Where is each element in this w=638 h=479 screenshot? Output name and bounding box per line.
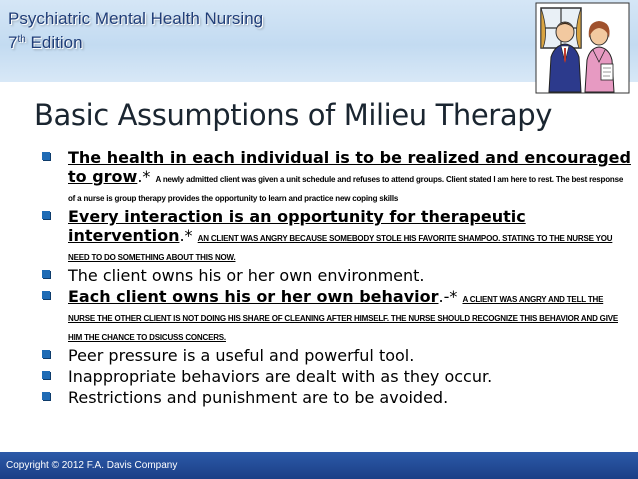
- bullet-main-text: Each client owns his or her own behavior: [68, 287, 439, 306]
- bullet-marker-icon: [42, 211, 50, 219]
- edition-number: 7: [8, 33, 18, 52]
- bullet-marker-icon: [42, 392, 50, 400]
- bullet-marker-icon: [42, 371, 50, 379]
- bullet-text: Inappropriate behaviors are dealt with as they occur.: [68, 367, 493, 386]
- bullet-main-text: Every interaction is an opportunity for therapeutic intervention: [68, 207, 526, 245]
- bullet-note: A CLIENT WAS ANGRY AND TELL THE NURSE THE OTHER CLIENT IS NOT DOING HIS SHARE OF CLEANING AFTER HIMSELF. THE NURSE SHOULD RECOGNIZE THIS BEHAVIOR AND GIVE HIM THE CHANCE TO DSICUSS CONCERS.: [68, 295, 618, 342]
- bullet-item-peer-pressure: [42, 346, 632, 365]
- bullet-text: Restrictions and punishment are to be avoided.: [68, 388, 449, 407]
- bullet-item-inappropriate-behaviors: [42, 367, 632, 386]
- bullet-marker-icon: [42, 291, 50, 299]
- book-title: [8, 8, 263, 53]
- bullet-item-behavior: [42, 287, 632, 344]
- bullet-marker-icon: [42, 350, 50, 358]
- book-edition: [8, 29, 263, 53]
- book-title-name: Psychiatric Mental Health Nursing: [8, 9, 264, 28]
- bullet-item-health: [42, 148, 632, 205]
- nurse-and-patient-clipart-icon: [535, 2, 630, 94]
- bullet-text: The client owns his or her own environment.: [68, 266, 425, 285]
- bullet-tail: .-*: [438, 287, 458, 306]
- bullet-main-text: The health in each individual is to be realized and encouraged to grow: [68, 148, 631, 186]
- bullet-tail: .*: [179, 226, 193, 245]
- bullet-marker-icon: [42, 270, 50, 278]
- bullet-tail: .*: [137, 167, 151, 186]
- bullet-item-restrictions: [42, 388, 632, 407]
- bullet-list: [42, 148, 632, 407]
- footer-bar: [0, 452, 638, 479]
- bullet-item-environment: [42, 266, 632, 285]
- bullet-item-interaction: [42, 207, 632, 264]
- bullet-note: A newly admitted client was given a unit schedule and refuses to attend groups. Client stated I am here to rest. The best response of a nurse is group therapy provides the opportunity to learn and practice new coping skills: [68, 175, 624, 203]
- edition-suffix: th: [17, 34, 26, 45]
- bullet-text: Peer pressure is a useful and powerful tool.: [68, 346, 415, 365]
- edition-word: Edition: [30, 33, 83, 52]
- bullet-marker-icon: [42, 152, 50, 160]
- copyright-text: Copyright © 2012 F.A. Davis Company: [6, 460, 178, 471]
- bullet-note: AN CLIENT WAS ANGRY BECAUSE SOMEBODY STOLE HIS FAVORITE SHAMPOO. STATING TO THE NURSE YOU NEED TO DO SOMETHING ABOUT THIS NOW.: [68, 234, 613, 262]
- slide-title: Basic Assumptions of Milieu Therapy: [34, 98, 552, 132]
